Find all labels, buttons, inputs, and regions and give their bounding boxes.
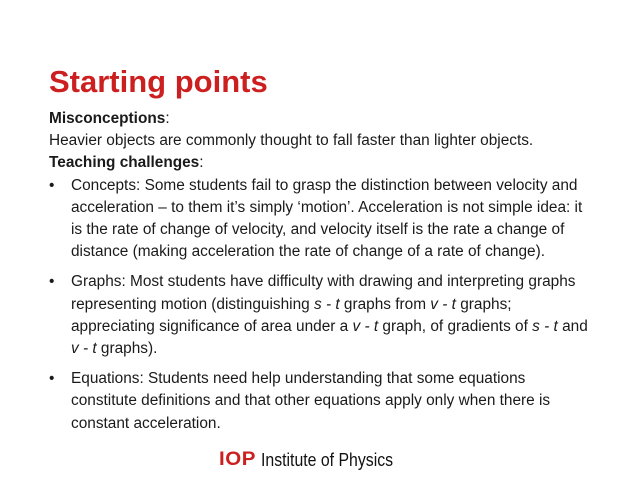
bullet-graphs-text (71, 273, 588, 357)
v-t-notation: v - t (352, 317, 379, 335)
bullet-dot-icon: • (49, 176, 55, 194)
teaching-challenges-list (49, 175, 589, 435)
iop-logo-text: Institute of Physics (261, 449, 394, 470)
bullet-graphs (49, 271, 589, 360)
bullet-graphs-part-6: graphs). (96, 340, 158, 358)
bullet-graphs-part-5: and (557, 317, 588, 335)
iop-logo (219, 447, 411, 473)
bullet-dot-icon: • (49, 370, 55, 388)
bullet-dot-icon: • (49, 273, 55, 291)
v-t-notation: v - t (71, 340, 97, 358)
s-t-notation: s - t (313, 295, 340, 313)
misconceptions-text: Heavier objects are commonly thought to fall faster than lighter objects. (49, 132, 534, 150)
misconceptions-heading-colon: : (165, 110, 170, 127)
teaching-challenges-heading-colon: : (199, 154, 204, 172)
bullet-equations (49, 368, 589, 435)
iop-logo-mark: IOP (219, 449, 256, 470)
teaching-challenges-heading (49, 152, 589, 174)
bullet-graphs-part-1: Graphs: Most students have difficulty with drawing and interpreting graphs representing motion (distinguishing (71, 273, 576, 313)
v-t-notation: v - t (430, 295, 456, 313)
slide-title: Starting points (49, 64, 268, 99)
misconceptions-heading-label: Misconceptions (49, 110, 166, 127)
bullet-equations-text: Equations: Students need help understanding that some equations constitute definitions and that other equations apply only when there is constant acceleration. (71, 370, 551, 432)
teaching-challenges-heading-label: Teaching challenges (49, 154, 200, 172)
bullet-concepts-text: Concepts: Some students fail to grasp the distinction between velocity and acceleration – to them it’s simply ‘motion’. Acceleration is not simple idea: it is the rate of change of velocity, and velocity itself is the rate a change of distance (making acceleration the rate of change of a rate of change). (71, 176, 583, 261)
bullet-concepts (49, 175, 589, 264)
bullet-graphs-part-4: graph, of gradients of (378, 317, 533, 335)
slide-body (49, 108, 589, 435)
bullet-graphs-part-3: graphs; appreciating significance of area under a (71, 295, 512, 335)
bullet-graphs-part-2: graphs from (339, 295, 431, 313)
s-t-notation: s - t (532, 317, 558, 335)
misconceptions-heading (49, 108, 589, 130)
